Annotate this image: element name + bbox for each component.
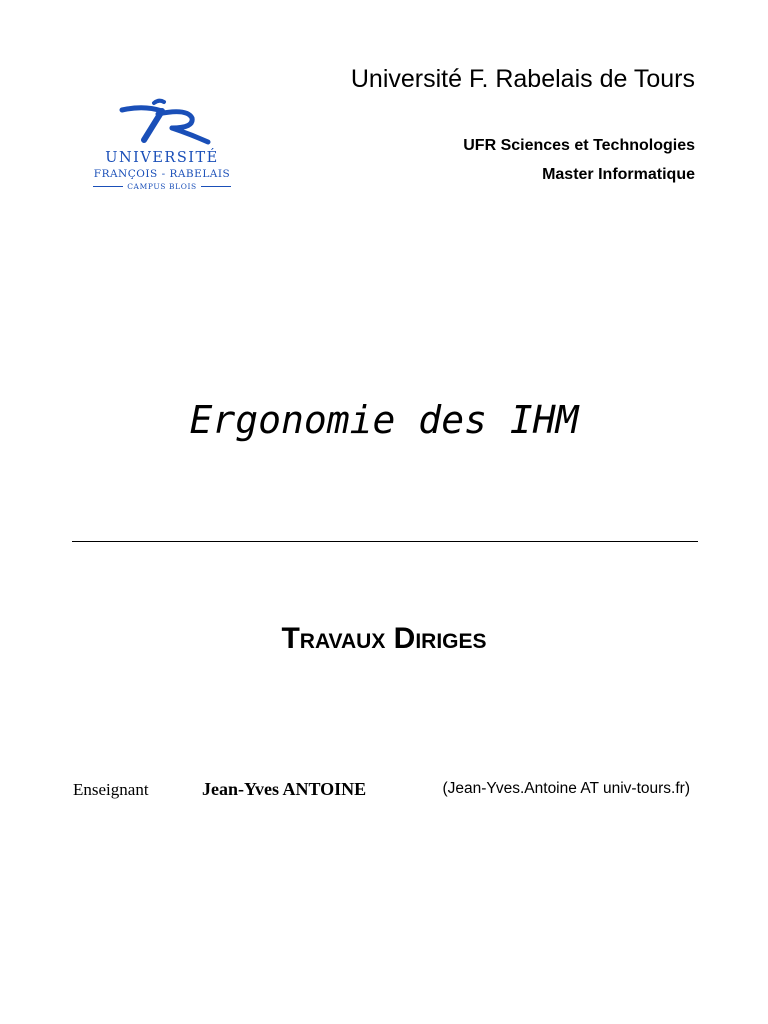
university-name: Université F. Rabelais de Tours xyxy=(350,65,695,93)
university-logo xyxy=(82,90,242,210)
teacher-email: (Jean-Yves.Antoine AT univ-tours.fr) xyxy=(442,780,690,797)
stylized-r-icon xyxy=(82,90,242,150)
document-subtitle: Travaux Diriges xyxy=(281,622,487,655)
logo-rule-left xyxy=(93,186,123,187)
logo-text-francois-rabelais: FRANÇOIS - RABELAIS xyxy=(93,168,231,180)
logo-campus-label: CAMPUS BLOIS xyxy=(127,182,197,191)
role-label: Enseignant xyxy=(73,780,149,799)
course-title: Ergonomie des IHM xyxy=(189,398,579,442)
teacher-name: Jean-Yves ANTOINE xyxy=(202,779,367,799)
program-name: Master Informatique xyxy=(542,166,695,183)
logo-rule-right xyxy=(201,186,231,187)
horizontal-divider xyxy=(72,541,698,542)
ufr-name: UFR Sciences et Technologies xyxy=(463,137,695,154)
logo-text-campus xyxy=(82,182,242,191)
logo-text-universite: UNIVERSITÉ xyxy=(105,150,219,166)
